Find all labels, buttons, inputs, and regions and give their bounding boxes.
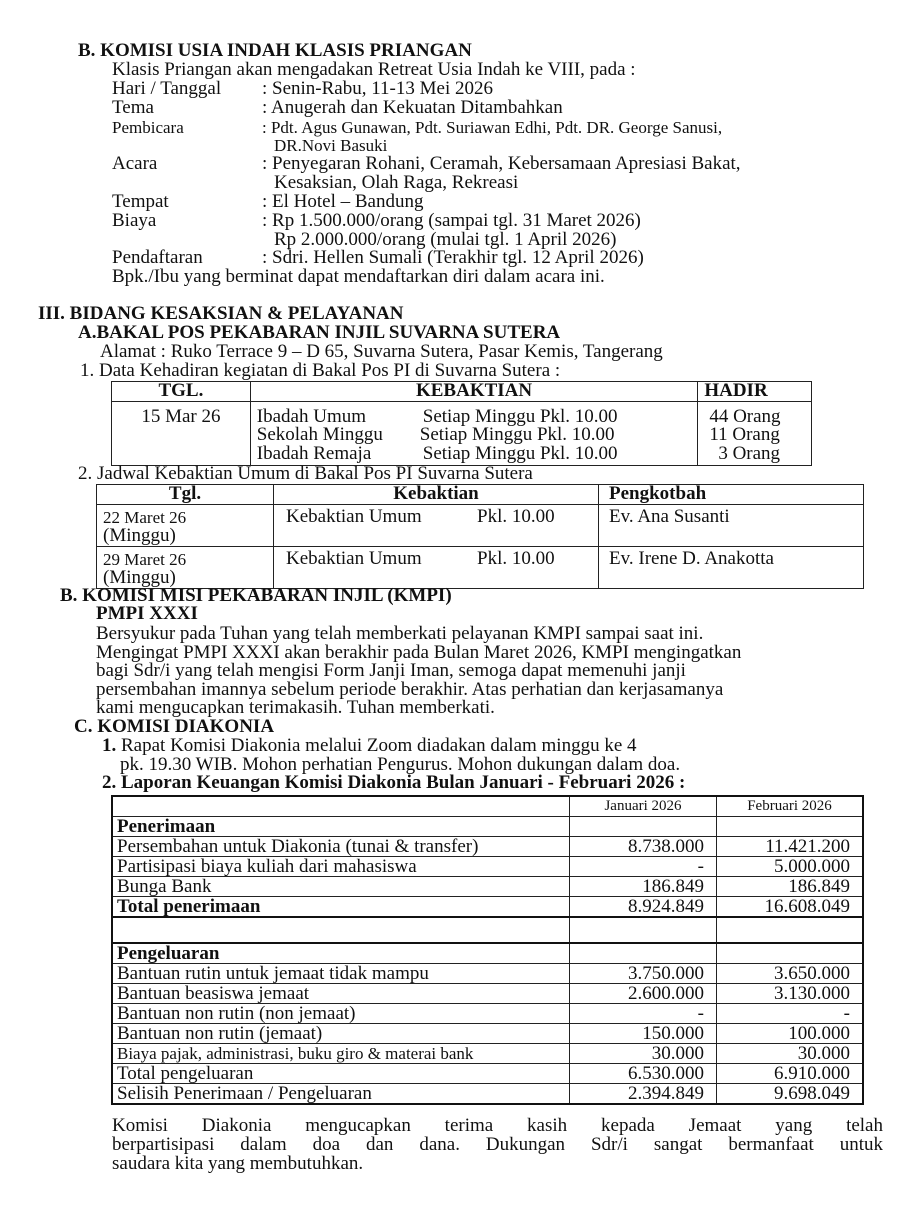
table-cell-label: Total pengeluaran — [112, 1064, 570, 1084]
table-cell-label: Biaya pajak, administrasi, buku giro & materai bank — [112, 1044, 570, 1064]
table-cell-label: Bantuan non rutin (non jemaat) — [112, 1004, 570, 1024]
table-cell-jan: 3.750.000 — [570, 964, 717, 984]
schedule-table — [96, 484, 864, 589]
detail-value: : Anugerah dan Kekuatan Ditambahkan — [262, 97, 563, 118]
table-header: Januari 2026 — [570, 796, 717, 817]
table-cell-jan: - — [570, 857, 717, 877]
detail-label: Tempat — [112, 191, 169, 212]
detail-value: : Penyegaran Rohani, Ceramah, Kebersamaan Apresiasi Bakat, — [262, 153, 741, 174]
table-row — [112, 964, 863, 984]
table-row — [112, 401, 812, 465]
attendance-count: 44 Orang — [709, 405, 781, 427]
table-cell — [112, 796, 570, 817]
table-header: Pengkotbah — [599, 485, 864, 505]
table-cell-jan: 2.394.849 — [570, 1084, 717, 1105]
service-date: 22 Maret 26 — [103, 507, 187, 527]
table-cell-jan: 150.000 — [570, 1024, 717, 1044]
table-cell-feb: 16.608.049 — [717, 897, 864, 918]
paragraph-line: kami mengucapkan terimakasih. Tuhan memberkati. — [96, 697, 495, 718]
detail-label: Tema — [112, 97, 154, 118]
table-cell-service — [274, 546, 599, 588]
subsection-heading-pmpi: PMPI XXXI — [96, 603, 198, 624]
table-cell-speaker: Ev. Irene D. Anakotta — [599, 546, 864, 588]
table-row-total — [112, 897, 863, 918]
table-row — [112, 943, 863, 964]
table-cell-feb: 100.000 — [717, 1024, 864, 1044]
table-row — [112, 984, 863, 1004]
detail-value: : Pdt. Agus Gunawan, Pdt. Suriawan Edhi, Pdt. DR. George Sanusi, — [262, 118, 723, 137]
table-header: Tgl. — [97, 485, 274, 505]
table-header: TGL. — [112, 382, 251, 402]
table-cell-date — [97, 546, 274, 588]
table-cell-jan: 186.849 — [570, 877, 717, 897]
closing-line: Komisi Diakonia mengucapkan terima kasih kepada Jemaat yang telah — [112, 1115, 883, 1136]
table-row — [112, 1024, 863, 1044]
paragraph-line: persembahan imannya sebelum periode berakhir. Atas perhatian dan kerjasamanya — [96, 679, 724, 700]
table-cell-feb: 9.698.049 — [717, 1084, 864, 1105]
table-section-label: Pengeluaran — [112, 943, 570, 964]
table-cell-feb: 30.000 — [717, 1044, 864, 1064]
table-cell-feb: 5.000.000 — [717, 857, 864, 877]
service-day: (Minggu) — [103, 567, 176, 588]
table-cell-jan: 30.000 — [570, 1044, 717, 1064]
finance-table — [111, 795, 864, 1105]
table-cell-label: Bunga Bank — [112, 877, 570, 897]
table-row — [112, 857, 863, 877]
detail-value: : El Hotel – Bandung — [262, 191, 424, 212]
table-row-spacer — [112, 917, 863, 943]
detail-value-continued: DR.Novi Basuki — [274, 136, 388, 155]
table-cell-feb: - — [717, 1004, 864, 1024]
table-row — [112, 1004, 863, 1024]
detail-value: : Senin-Rabu, 11-13 Mei 2026 — [262, 78, 493, 99]
service-date: 29 Maret 26 — [103, 549, 187, 569]
list-item-finance-report: 2. Laporan Keuangan Komisi Diakonia Bulan Januari - Februari 2026 : — [102, 772, 686, 793]
activity-time: Setiap Minggu Pkl. 10.00 — [422, 405, 618, 427]
detail-label: Acara — [112, 153, 158, 174]
table-cell-label: Partisipasi biaya kuliah dari mahasiswa — [112, 857, 570, 877]
closing-line: saudara kita yang membutuhkan. — [112, 1153, 364, 1174]
subsection-heading-pos-pi: A.BAKAL POS PEKABARAN INJIL SUVARNA SUTERA — [78, 322, 561, 343]
table-cell-label: Selisih Penerimaan / Pengeluaran — [112, 1084, 570, 1105]
service-time: Pkl. 10.00 — [477, 505, 555, 527]
retreat-intro: Klasis Priangan akan mengadakan Retreat Usia Indah ke VIII, pada : — [112, 59, 636, 80]
section-heading-kesaksian: III. BIDANG KESAKSIAN & PELAYANAN — [38, 303, 404, 324]
table-row — [112, 817, 863, 837]
detail-value: : Sdri. Hellen Sumali (Terakhir tgl. 12 April 2026) — [262, 247, 644, 268]
table-cell-activities — [250, 401, 698, 465]
table-cell-jan: 8.924.849 — [570, 897, 717, 918]
table-row — [97, 546, 864, 588]
table-cell-jan: 8.738.000 — [570, 837, 717, 857]
section-heading-kmpi: B. KOMISI MISI PEKABARAN INJIL (KMPI) — [60, 585, 452, 606]
address: Alamat : Ruko Terrace 9 – D 65, Suvarna Sutera, Pasar Kemis, Tangerang — [100, 341, 663, 362]
activity-name: Ibadah Umum — [256, 405, 367, 427]
table-cell-feb: 11.421.200 — [717, 837, 864, 857]
list-number: 1. — [102, 735, 117, 756]
service-name: Kebaktian Umum — [286, 505, 422, 527]
paragraph-line: Bersyukur pada Tuhan yang telah memberkati pelayanan KMPI sampai saat ini. — [96, 623, 704, 644]
attendance-table — [111, 381, 812, 466]
detail-value: : Rp 1.500.000/orang (sampai tgl. 31 Maret 2026) — [262, 210, 641, 231]
table-cell-jan: 2.600.000 — [570, 984, 717, 1004]
closing-line: berpartisipasi dalam doa dan dana. Dukungan Sdr/i sangat bermanfaat untuk — [112, 1134, 883, 1155]
table-row — [97, 504, 864, 546]
activity-name: Ibadah Remaja — [256, 442, 372, 464]
retreat-closing: Bpk./Ibu yang berminat dapat mendaftarkan diri dalam acara ini. — [112, 266, 605, 287]
table-cell-speaker: Ev. Ana Susanti — [599, 504, 864, 546]
table-cell-service — [274, 504, 599, 546]
service-day: (Minggu) — [103, 525, 176, 546]
table-cell-feb: 3.650.000 — [717, 964, 864, 984]
section-heading-usia-indah: B. KOMISI USIA INDAH KLASIS PRIANGAN — [78, 40, 472, 61]
table-row-balance — [112, 1084, 863, 1105]
table-cell-attendance — [698, 401, 812, 465]
table-cell-label: Bantuan rutin untuk jemaat tidak mampu — [112, 964, 570, 984]
list-item-meeting-continued: pk. 19.30 WIB. Mohon perhatian Pengurus. Mohon dukungan dalam doa. — [120, 754, 681, 775]
detail-label: Hari / Tanggal — [112, 78, 222, 99]
list-item-attendance: 1. Data Kehadiran kegiatan di Bakal Pos PI di Suvarna Sutera : — [80, 360, 561, 381]
table-cell-label: Total penerimaan — [112, 897, 570, 918]
detail-value-continued: Kesaksian, Olah Raga, Rekreasi — [274, 172, 519, 193]
table-header: HADIR — [698, 382, 812, 402]
paragraph-line: bagi Sdr/i yang telah mengisi Form Janji Iman, semoga dapat memenuhi janji — [96, 660, 686, 681]
paragraph-line: Mengingat PMPI XXXI akan berakhir pada Bulan Maret 2026, KMPI mengingatkan — [96, 642, 742, 663]
table-cell-label: Persembahan untuk Diakonia (tunai & transfer) — [112, 837, 570, 857]
list-item-meeting — [102, 737, 637, 756]
table-cell-label: Bantuan non rutin (jemaat) — [112, 1024, 570, 1044]
table-row — [112, 1044, 863, 1064]
table-cell-label: Bantuan beasiswa jemaat — [112, 984, 570, 1004]
table-row — [112, 837, 863, 857]
section-heading-diakonia: C. KOMISI DIAKONIA — [74, 716, 275, 737]
detail-label: Pendaftaran — [112, 247, 203, 268]
activity-time: Setiap Minggu Pkl. 10.00 — [422, 442, 618, 464]
list-item-schedule: 2. Jadwal Kebaktian Umum di Bakal Pos PI Suvarna Sutera — [78, 463, 533, 484]
detail-label: Pembicara — [112, 118, 184, 137]
table-row-total — [112, 1064, 863, 1084]
detail-label: Biaya — [112, 210, 157, 231]
table-row — [112, 877, 863, 897]
table-cell-feb: 6.910.000 — [717, 1064, 864, 1084]
detail-value-continued: Rp 2.000.000/orang (mulai tgl. 1 April 2026) — [274, 229, 617, 250]
table-header: Kebaktian — [274, 485, 599, 505]
table-cell-feb: 186.849 — [717, 877, 864, 897]
table-cell-feb: 3.130.000 — [717, 984, 864, 1004]
table-section-label: Penerimaan — [112, 817, 570, 837]
service-time: Pkl. 10.00 — [477, 547, 555, 569]
attendance-count: 11 Orang — [709, 424, 780, 445]
list-text: Rapat Komisi Diakonia melalui Zoom diadakan dalam minggu ke 4 — [116, 735, 637, 756]
activity-name: Sekolah Minggu — [256, 424, 383, 445]
table-cell-jan: - — [570, 1004, 717, 1024]
table-cell-date: 15 Mar 26 — [112, 401, 251, 465]
table-header: KEBAKTIAN — [250, 382, 698, 402]
activity-time: Setiap Minggu Pkl. 10.00 — [419, 424, 615, 445]
table-header: Februari 2026 — [717, 796, 864, 817]
attendance-count: 3 Orang — [718, 442, 781, 464]
table-cell-date — [97, 504, 274, 546]
service-name: Kebaktian Umum — [286, 547, 422, 569]
table-cell-jan: 6.530.000 — [570, 1064, 717, 1084]
